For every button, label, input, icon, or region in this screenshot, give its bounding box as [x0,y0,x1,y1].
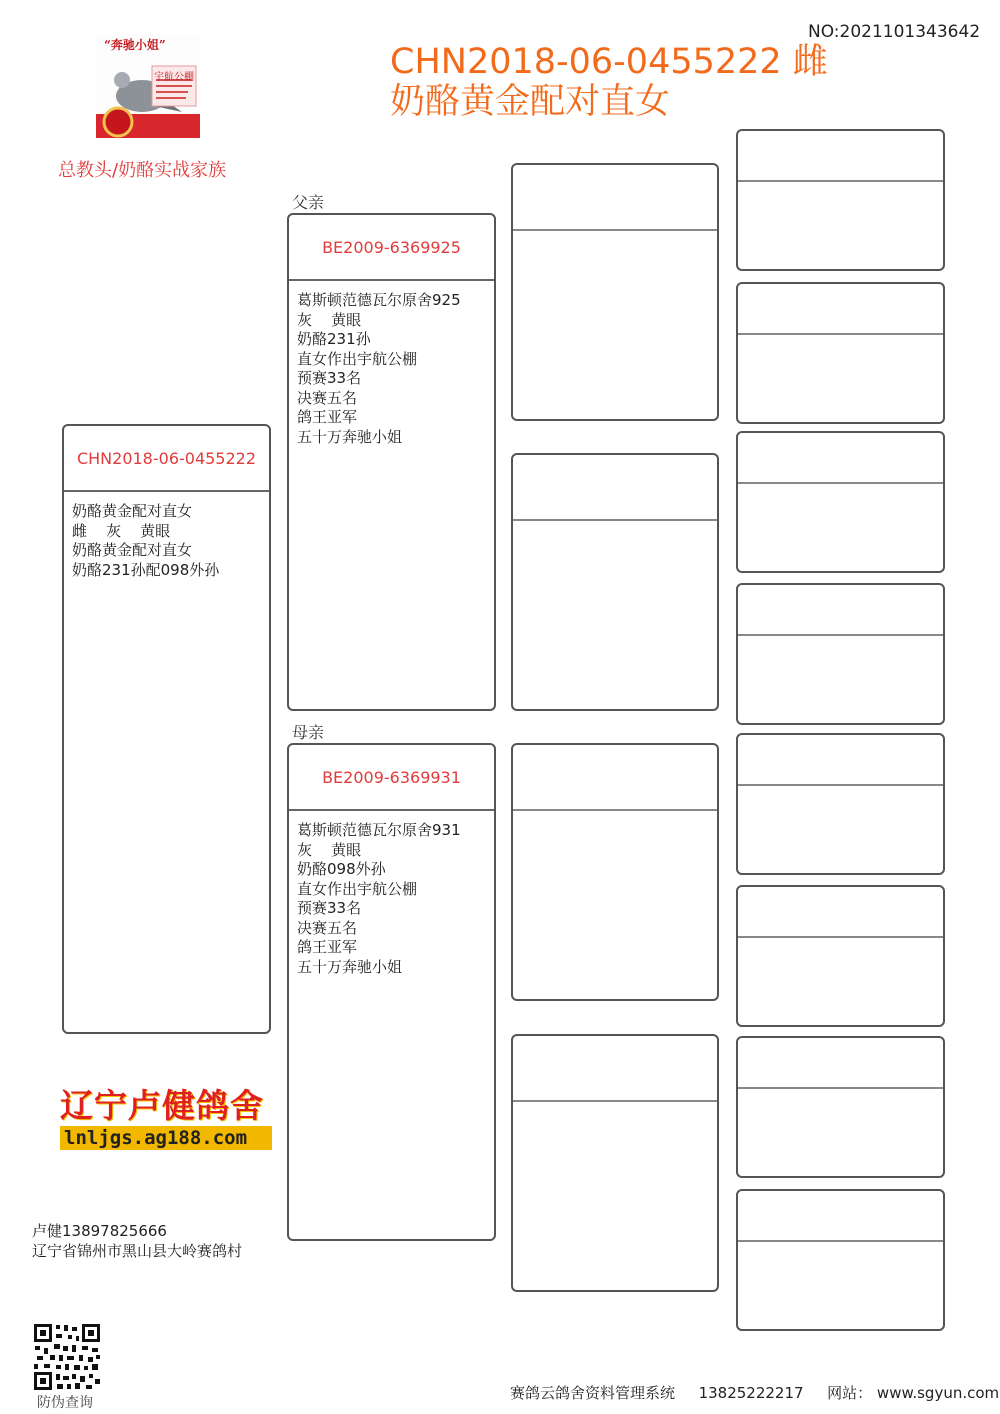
document-number: NO:2021101343642 [808,22,981,42]
subject-details [64,492,269,590]
grandparent-box [511,743,719,1001]
title-name-line: 奶酪黄金配对直女 [390,82,671,122]
mother-line: 直女作出宇航公棚 [297,879,418,898]
subject-line: 雌 灰 黄眼 [72,521,171,540]
father-box [287,213,496,711]
father-label: 父亲 [292,193,325,212]
mother-line: 五十万奔驰小姐 [297,957,403,976]
subject-ring: CHN2018-06-0455222 [64,426,269,492]
qr-code-icon [32,1322,102,1392]
grandparent-box [511,163,719,421]
mother-label: 母亲 [292,723,325,742]
mother-box [287,743,496,1241]
father-line: 五十万奔驰小姐 [297,427,403,446]
mother-ring: BE2009-6369931 [289,745,494,811]
footer [510,1382,999,1403]
mother-line: 葛斯顿范德瓦尔原舍931 [297,821,461,839]
grandparent-box [511,453,719,711]
loft-logo-name: 辽宁卢健鸽舍 [60,1086,264,1125]
logo-caption-small: 宇航公棚 [154,72,194,83]
father-line: 预赛33名 [297,369,362,387]
page-title [390,42,828,122]
father-line: 奶酪231孙 [297,330,371,348]
footer-site-link[interactable]: www.sgyun.com [876,1384,1000,1402]
father-ring: BE2009-6369925 [289,215,494,281]
subject-line: 奶酪231孙配098外孙 [72,560,220,579]
logo-card [96,34,200,138]
contact-phone: 卢健13897825666 [32,1222,167,1240]
contact-address: 辽宁省锦州市黑山县大岭赛鸽村 [32,1242,243,1260]
father-line: 灰 黄眼 [297,310,362,329]
father-line: 决赛五名 [297,388,358,407]
great-grandparent-box [736,733,945,875]
great-grandparent-box [736,583,945,725]
subject-line: 奶酪黄金配对直女 [72,541,193,559]
footer-site-label: 网站： [827,1384,873,1402]
great-grandparent-box [736,885,945,1027]
footer-phone: 13825222217 [698,1384,804,1402]
great-grandparent-box [736,431,945,573]
title-ring-line: CHN2018-06-0455222 雌 [390,42,828,82]
subject-line: 奶酪黄金配对直女 [72,502,193,520]
subject-box [62,424,271,1034]
great-grandparent-box [736,1036,945,1178]
father-line: 葛斯顿范德瓦尔原舍925 [297,291,461,309]
grandparent-box [511,1034,719,1292]
father-line: 直女作出宇航公棚 [297,349,418,368]
loft-logo [60,1086,272,1154]
footer-system: 赛鸽云鸽舍资料管理系统 [510,1384,676,1402]
mother-line: 鸽王亚军 [297,938,358,956]
mother-line: 决赛五名 [297,918,358,937]
logo-caption-top: “奔驰小姐” [104,38,166,52]
mother-line: 灰 黄眼 [297,840,362,859]
qr-caption: 防伪查询 [37,1395,93,1411]
family-line: 总教头/奶酪实战家族 [58,160,227,181]
mother-line: 奶酪098外孙 [297,860,386,878]
great-grandparent-box [736,282,945,424]
great-grandparent-box [736,129,945,271]
father-details [289,281,494,457]
mother-details [289,811,494,987]
great-grandparent-box [736,1189,945,1331]
loft-logo-url: lnljgs.ag188.com [60,1126,272,1150]
mother-line: 预赛33名 [297,899,362,917]
qr-code[interactable] [32,1322,102,1392]
father-line: 鸽王亚军 [297,408,358,426]
